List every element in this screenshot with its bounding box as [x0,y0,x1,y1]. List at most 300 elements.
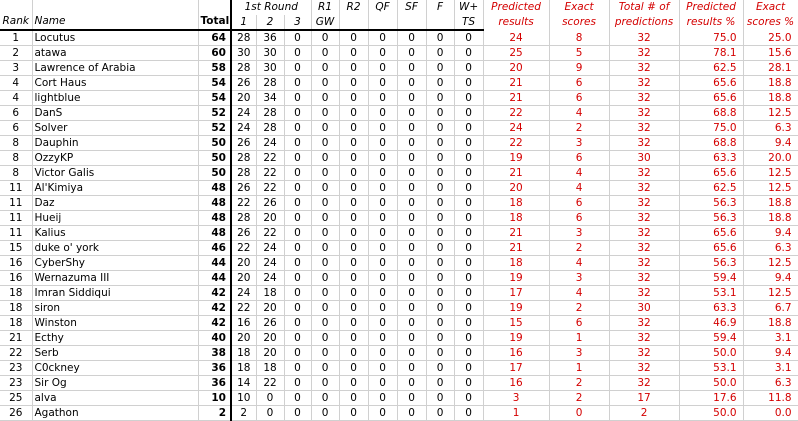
round1-game2-cell: 20 [256,331,284,346]
qf-cell: 0 [368,121,397,136]
qf-cell: 0 [368,391,397,406]
total-cell: 42 [198,316,231,331]
exact-scores-cell: 6 [549,316,609,331]
total-predictions-cell: 30 [609,301,679,316]
total-cell: 40 [198,331,231,346]
predicted-results-cell: 24 [483,30,549,46]
round1-game1-cell: 28 [231,166,256,181]
round1-game2-cell: 18 [256,286,284,301]
total-predictions-cell: 32 [609,61,679,76]
round1-game3-cell: 0 [284,136,311,151]
r1-gw-cell: 0 [311,196,339,211]
name-cell: CyberShy [32,256,198,271]
exact-scores-pct-cell: 12.5 [743,181,798,196]
w-ts-cell: 0 [454,61,483,76]
sf-cell: 0 [397,91,426,106]
total-predictions-cell: 32 [609,346,679,361]
round1-game3-cell: 0 [284,106,311,121]
name-cell: siron [32,301,198,316]
f-cell: 0 [426,376,454,391]
qf-cell: 0 [368,331,397,346]
qf-cell: 0 [368,256,397,271]
w-ts-cell: 0 [454,151,483,166]
rank-cell: 18 [0,286,32,301]
predicted-results-cell: 19 [483,331,549,346]
w-ts-cell: 0 [454,211,483,226]
r2-cell: 0 [339,61,368,76]
total-cell: 36 [198,376,231,391]
round1-game3-cell: 0 [284,181,311,196]
round1-game3-cell: 0 [284,30,311,46]
f-cell: 0 [426,361,454,376]
round1-game2-cell: 20 [256,346,284,361]
round1-game1-cell: 20 [231,256,256,271]
round1-game3-cell: 0 [284,151,311,166]
predicted-results-cell: 3 [483,391,549,406]
round1-game1-cell: 20 [231,91,256,106]
total-cell: 42 [198,301,231,316]
exact-scores-cell: 1 [549,361,609,376]
exact-scores-cell: 6 [549,76,609,91]
predicted-results-cell: 16 [483,346,549,361]
r1-gw-cell: 0 [311,316,339,331]
total-cell: 46 [198,241,231,256]
name-cell: Agathon [32,406,198,421]
exact-scores-pct-header: Exact scores % [743,0,798,30]
r1-gw-cell: 0 [311,346,339,361]
total-predictions-cell: 32 [609,316,679,331]
sf-cell: 0 [397,106,426,121]
sf-cell: 0 [397,30,426,46]
round1-game2-cell: 22 [256,166,284,181]
name-cell: lightblue [32,91,198,106]
predicted-results-cell: 22 [483,136,549,151]
r1-gw-cell: 0 [311,91,339,106]
round1-game3-cell: 0 [284,286,311,301]
w-ts-cell: 0 [454,181,483,196]
predicted-results-pct-cell: 59.4 [679,331,743,346]
round1-game2-cell: 24 [256,256,284,271]
f-cell: 0 [426,61,454,76]
predicted-results-pct-cell: 53.1 [679,286,743,301]
r1-gw-cell: 0 [311,271,339,286]
round1-game2-cell: 26 [256,196,284,211]
total-predictions-cell: 32 [609,46,679,61]
round1-game1-cell: 16 [231,316,256,331]
total-predictions-cell: 32 [609,286,679,301]
round1-game2-cell: 24 [256,241,284,256]
predicted-results-cell: 21 [483,226,549,241]
exact-scores-pct-cell: 12.5 [743,286,798,301]
total-predictions-cell: 30 [609,151,679,166]
rank-cell: 3 [0,61,32,76]
f-cell: 0 [426,316,454,331]
sf-cell: 0 [397,76,426,91]
round1-game1-header: 1 [231,15,256,30]
predicted-results-pct-cell: 62.5 [679,61,743,76]
round1-game1-cell: 28 [231,151,256,166]
r2-cell: 0 [339,151,368,166]
name-cell: atawa [32,46,198,61]
total-cell: 54 [198,91,231,106]
round1-game1-cell: 20 [231,271,256,286]
total-predictions-header: Total # of predictions [609,0,679,30]
total-predictions-cell: 32 [609,271,679,286]
name-cell: Ecthy [32,331,198,346]
qf-cell: 0 [368,241,397,256]
exact-scores-pct-cell: 28.1 [743,61,798,76]
f-cell: 0 [426,181,454,196]
total-predictions-cell: 32 [609,30,679,46]
w-ts-cell: 0 [454,136,483,151]
exact-scores-pct-cell: 18.8 [743,91,798,106]
total-cell: 54 [198,76,231,91]
name-header: Name [32,0,198,30]
ts-header: TS [454,15,483,30]
total-cell: 48 [198,181,231,196]
total-predictions-cell: 2 [609,406,679,421]
round1-game1-cell: 26 [231,76,256,91]
f-cell: 0 [426,301,454,316]
first-round-header: 1st Round [231,0,311,15]
f-cell: 0 [426,46,454,61]
f-cell: 0 [426,151,454,166]
qf-header: QF [368,0,397,30]
exact-scores-pct-cell: 12.5 [743,166,798,181]
total-cell: 48 [198,211,231,226]
exact-scores-cell: 0 [549,406,609,421]
table-row [0,226,798,241]
sf-cell: 0 [397,61,426,76]
table-row [0,346,798,361]
f-cell: 0 [426,226,454,241]
r2-cell: 0 [339,301,368,316]
r1-gw-cell: 0 [311,256,339,271]
sf-cell: 0 [397,241,426,256]
exact-scores-pct-cell: 6.3 [743,241,798,256]
exact-scores-pct-cell: 3.1 [743,331,798,346]
exact-scores-pct-cell: 12.5 [743,106,798,121]
total-predictions-cell: 32 [609,226,679,241]
total-cell: 64 [198,30,231,46]
round1-game3-cell: 0 [284,241,311,256]
round1-game1-cell: 22 [231,301,256,316]
r2-header: R2 [339,0,368,30]
total-cell: 38 [198,346,231,361]
exact-scores-pct-cell: 0.0 [743,406,798,421]
rank-cell: 15 [0,241,32,256]
w-ts-cell: 0 [454,406,483,421]
round1-game1-cell: 24 [231,121,256,136]
f-cell: 0 [426,331,454,346]
r2-cell: 0 [339,361,368,376]
sf-cell: 0 [397,361,426,376]
exact-scores-cell: 9 [549,61,609,76]
r2-cell: 0 [339,76,368,91]
total-predictions-cell: 32 [609,121,679,136]
round1-game2-cell: 24 [256,136,284,151]
w-ts-cell: 0 [454,256,483,271]
r2-cell: 0 [339,331,368,346]
exact-scores-cell: 3 [549,136,609,151]
exact-scores-cell: 2 [549,301,609,316]
table-row [0,316,798,331]
sf-cell: 0 [397,151,426,166]
round1-game3-cell: 0 [284,406,311,421]
exact-scores-cell: 4 [549,106,609,121]
sf-cell: 0 [397,391,426,406]
total-predictions-cell: 32 [609,361,679,376]
exact-scores-pct-cell: 6.3 [743,121,798,136]
round1-game3-cell: 0 [284,361,311,376]
qf-cell: 0 [368,181,397,196]
r1-gw-cell: 0 [311,331,339,346]
sf-cell: 0 [397,181,426,196]
predicted-results-pct-cell: 46.9 [679,316,743,331]
r2-cell: 0 [339,286,368,301]
predicted-results-pct-cell: 68.8 [679,106,743,121]
predicted-results-pct-cell: 65.6 [679,226,743,241]
rank-cell: 8 [0,136,32,151]
table-row [0,256,798,271]
total-predictions-cell: 32 [609,376,679,391]
round1-game1-cell: 26 [231,226,256,241]
name-cell: Imran Siddiqui [32,286,198,301]
f-cell: 0 [426,91,454,106]
table-body [0,30,798,421]
f-cell: 0 [426,211,454,226]
rank-cell: 23 [0,361,32,376]
rank-header: Rank [0,0,32,30]
exact-scores-pct-cell: 18.8 [743,316,798,331]
round1-game3-header: 3 [284,15,311,30]
round1-game1-cell: 30 [231,46,256,61]
w-ts-cell: 0 [454,271,483,286]
total-predictions-cell: 32 [609,241,679,256]
round1-game3-cell: 0 [284,301,311,316]
predicted-results-cell: 19 [483,301,549,316]
round1-game2-cell: 22 [256,376,284,391]
exact-scores-pct-cell: 6.7 [743,301,798,316]
round1-game3-cell: 0 [284,376,311,391]
r1-gw-cell: 0 [311,361,339,376]
rank-cell: 8 [0,166,32,181]
exact-scores-cell: 2 [549,241,609,256]
round1-game1-cell: 24 [231,286,256,301]
exact-scores-cell: 4 [549,181,609,196]
f-cell: 0 [426,256,454,271]
predicted-results-cell: 21 [483,166,549,181]
exact-scores-pct-cell: 18.8 [743,196,798,211]
rank-cell: 18 [0,301,32,316]
predicted-results-pct-cell: 50.0 [679,406,743,421]
exact-scores-cell: 6 [549,91,609,106]
r2-cell: 0 [339,136,368,151]
name-cell: alva [32,391,198,406]
sf-cell: 0 [397,406,426,421]
name-cell: Wernazuma III [32,271,198,286]
total-cell: 44 [198,271,231,286]
predicted-results-pct-cell: 62.5 [679,181,743,196]
sf-cell: 0 [397,271,426,286]
predicted-results-cell: 24 [483,121,549,136]
round1-game2-cell: 0 [256,406,284,421]
predicted-results-pct-cell: 50.0 [679,376,743,391]
sf-cell: 0 [397,46,426,61]
rank-cell: 6 [0,106,32,121]
qf-cell: 0 [368,376,397,391]
round1-game1-cell: 28 [231,211,256,226]
table-row [0,136,798,151]
round1-game2-cell: 20 [256,301,284,316]
predicted-results-pct-cell: 68.8 [679,136,743,151]
w-ts-cell: 0 [454,286,483,301]
round1-game3-cell: 0 [284,346,311,361]
exact-scores-cell: 4 [549,166,609,181]
exact-scores-cell: 3 [549,226,609,241]
f-cell: 0 [426,166,454,181]
exact-scores-cell: 2 [549,376,609,391]
round1-game3-cell: 0 [284,91,311,106]
sf-cell: 0 [397,121,426,136]
qf-cell: 0 [368,301,397,316]
name-cell: OzzyKP [32,151,198,166]
r2-cell: 0 [339,376,368,391]
w-ts-cell: 0 [454,46,483,61]
name-cell: duke o' york [32,241,198,256]
r1-gw-cell: 0 [311,406,339,421]
qf-cell: 0 [368,106,397,121]
total-predictions-cell: 17 [609,391,679,406]
table-row [0,151,798,166]
total-cell: 50 [198,151,231,166]
predicted-results-pct-cell: 75.0 [679,30,743,46]
total-predictions-cell: 32 [609,331,679,346]
exact-scores-pct-cell: 25.0 [743,30,798,46]
sf-cell: 0 [397,286,426,301]
predicted-results-pct-cell: 65.6 [679,166,743,181]
r2-cell: 0 [339,166,368,181]
round1-game1-cell: 2 [231,406,256,421]
table-row [0,30,798,46]
w-ts-cell: 0 [454,391,483,406]
qf-cell: 0 [368,211,397,226]
qf-cell: 0 [368,271,397,286]
sf-cell: 0 [397,331,426,346]
w-ts-cell: 0 [454,241,483,256]
round1-game2-cell: 18 [256,361,284,376]
predicted-results-cell: 19 [483,271,549,286]
table-row [0,286,798,301]
predicted-results-cell: 25 [483,46,549,61]
round1-game2-cell: 30 [256,46,284,61]
r1-gw-cell: 0 [311,181,339,196]
exact-scores-pct-cell: 18.8 [743,211,798,226]
f-cell: 0 [426,406,454,421]
round1-game2-cell: 24 [256,271,284,286]
predicted-results-pct-cell: 63.3 [679,151,743,166]
f-cell: 0 [426,241,454,256]
r1-gw-cell: 0 [311,76,339,91]
predicted-results-pct-cell: 78.1 [679,46,743,61]
w-ts-cell: 0 [454,226,483,241]
name-cell: Cort Haus [32,76,198,91]
name-cell: Kalius [32,226,198,241]
exact-scores-cell: 4 [549,286,609,301]
table-row [0,166,798,181]
total-predictions-cell: 32 [609,211,679,226]
qf-cell: 0 [368,346,397,361]
f-cell: 0 [426,286,454,301]
sf-cell: 0 [397,196,426,211]
round1-game2-cell: 34 [256,91,284,106]
total-cell: 48 [198,226,231,241]
name-cell: Victor Galis [32,166,198,181]
round1-game3-cell: 0 [284,166,311,181]
total-cell: 52 [198,106,231,121]
predicted-results-pct-cell: 63.3 [679,301,743,316]
predicted-results-pct-cell: 53.1 [679,361,743,376]
table-row [0,121,798,136]
rank-cell: 21 [0,331,32,346]
table-row [0,361,798,376]
table-row [0,241,798,256]
exact-scores-pct-cell: 9.4 [743,271,798,286]
name-cell: Serb [32,346,198,361]
round1-game3-cell: 0 [284,391,311,406]
predicted-results-cell: 20 [483,181,549,196]
sf-cell: 0 [397,166,426,181]
round1-game3-cell: 0 [284,76,311,91]
total-predictions-cell: 32 [609,91,679,106]
predicted-results-pct-cell: 65.6 [679,91,743,106]
predicted-results-cell: 17 [483,286,549,301]
r1-gw-cell: 0 [311,151,339,166]
w-ts-cell: 0 [454,361,483,376]
round1-game1-cell: 18 [231,361,256,376]
rank-cell: 4 [0,91,32,106]
exact-scores-header: Exact scores [549,0,609,30]
r2-cell: 0 [339,121,368,136]
table-row [0,301,798,316]
name-cell: DanS [32,106,198,121]
name-cell: Daz [32,196,198,211]
predicted-results-cell: 18 [483,211,549,226]
name-cell: Al'Kimiya [32,181,198,196]
total-cell: 60 [198,46,231,61]
total-header: Total [198,0,231,30]
rank-cell: 16 [0,271,32,286]
total-cell: 44 [198,256,231,271]
predicted-results-pct-cell: 65.6 [679,241,743,256]
rank-cell: 22 [0,346,32,361]
w-ts-cell: 0 [454,346,483,361]
exact-scores-pct-cell: 9.4 [743,226,798,241]
r1-header: R1 [311,0,339,15]
round1-game3-cell: 0 [284,331,311,346]
exact-scores-pct-cell: 11.8 [743,391,798,406]
r1-gw-cell: 0 [311,301,339,316]
round1-game1-cell: 22 [231,196,256,211]
rank-cell: 6 [0,121,32,136]
table-row [0,331,798,346]
round1-game2-cell: 28 [256,121,284,136]
rank-cell: 11 [0,196,32,211]
table-row [0,211,798,226]
name-cell: Lawrence of Arabia [32,61,198,76]
exact-scores-cell: 6 [549,211,609,226]
exact-scores-cell: 3 [549,346,609,361]
